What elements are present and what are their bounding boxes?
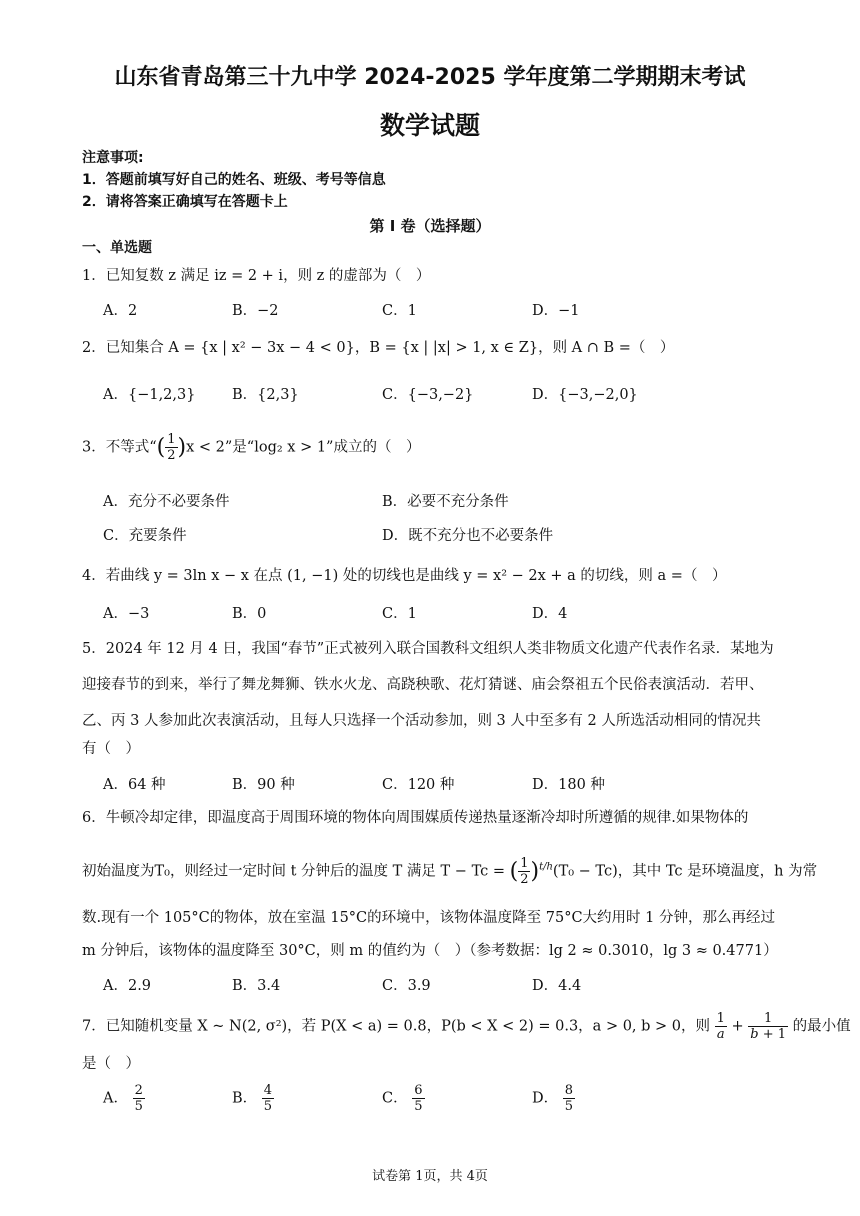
stem-text: x < 2”是“log₂ x > 1”成立的（ ）: [186, 439, 421, 456]
option-a: A．{−1,2,3}: [103, 387, 196, 403]
option-b: B．必要不充分条件: [382, 494, 509, 510]
option-b: B．3.4: [232, 978, 281, 994]
denominator: 5: [263, 1099, 273, 1114]
fraction: $\frac{1}{b + 1}$: [750, 1011, 787, 1042]
denominator: 5: [414, 1099, 423, 1114]
numerator: 8: [564, 1083, 574, 1098]
question-stem: 3．不等式“( $\frac{1}{2}$ )x < 2”是“log₂ x > 1”成立的（ ）: [82, 432, 421, 463]
option-c: C．3.9: [382, 978, 431, 994]
exponent: t/h: [539, 861, 553, 873]
option-label: D．: [532, 1090, 559, 1107]
question-stem: 2．已知集合 A = {x | x² − 3x − 4 < 0}，B = {x | |x| > 1, x ∈ Z}，则 A ∩ B =（ ）: [82, 340, 675, 356]
option-c: C．1: [382, 606, 417, 622]
option-b: B．{2,3}: [232, 387, 299, 403]
question-line: 是（ ）: [82, 1056, 140, 1072]
option-c: C．充要条件: [103, 528, 187, 544]
stem-text: 3．不等式“: [82, 439, 157, 456]
option-c: C．120 种: [382, 777, 455, 793]
option-b: B．0: [232, 606, 267, 622]
fraction: [412, 1083, 424, 1114]
part-title: 第 I 卷（选择题）: [369, 217, 491, 235]
numerator: 2: [134, 1083, 143, 1098]
option-a: [103, 1083, 145, 1114]
notes-heading: 注意事项:: [82, 150, 144, 166]
question-line: 5．2024 年 12 月 4 日，我国“春节”正式被列入联合国教科文组织人类非物质文化遗产代表作名录．某地为: [82, 641, 774, 657]
numerator: 6: [414, 1083, 423, 1098]
numerator: 1: [167, 432, 176, 447]
section-heading: 一、单选题: [82, 240, 152, 256]
option-d: D．{−3,−2,0}: [532, 387, 638, 403]
stem-text: 初始温度为T₀，则经过一定时间 t 分钟后的温度 T 满足 T − Tc =: [82, 863, 510, 880]
option-b: B．90 种: [232, 777, 295, 793]
fraction: [165, 432, 177, 463]
question-stem: 4．若曲线 y = 3ln x − x 在点 (1, −1) 处的切线也是曲线 y = x² − 2x + a 的切线，则 a =（ ）: [82, 568, 727, 584]
question-stem: 1．已知复数 z 满足 iz = 2 + i，则 z 的虚部为（ ）: [82, 268, 431, 284]
option-d: D．−1: [532, 303, 580, 319]
option-label: A．: [103, 1090, 128, 1107]
denominator: 2: [167, 448, 176, 463]
option-b: B．−2: [232, 303, 279, 319]
option-c: C．{−3,−2}: [382, 387, 474, 403]
exam-title: 山东省青岛第三十九中学 2024-2025 学年度第二学期期末考试: [114, 65, 746, 90]
numerator: 4: [263, 1083, 273, 1098]
fraction: [563, 1083, 575, 1114]
fraction: $\frac{1}{a}$: [716, 1011, 725, 1042]
option-d: [532, 1083, 575, 1114]
question-line: 有（ ）: [82, 741, 140, 757]
stem-text: 7．已知随机变量 X ~ N(2, σ²)，若 P(X < a) = 0.8，P(b < X < 2) = 0.3，a > 0, b > 0，则: [82, 1018, 711, 1035]
option-d: D．4: [532, 606, 568, 622]
question-line: 数.现有一个 105°C的物体，放在室温 15°C的环境中，该物体温度降至 75°C大约用时 1 分钟，那么再经过: [82, 910, 775, 926]
option-c: [382, 1083, 425, 1114]
question-line: 乙、丙 3 人参加此次表演活动，且每人只选择一个活动参加，则 3 人中至多有 2 人所选活动相同的情况共: [82, 713, 761, 729]
option-a: A．2.9: [103, 978, 152, 994]
notes-item-1: 1．答题前填写好自己的姓名、班级、考号等信息: [82, 172, 386, 188]
question-line: 迎接春节的到来，举行了舞龙舞狮、铁水火龙、高跷秧歌、花灯猜谜、庙会祭祖五个民俗表演活动．若甲、: [82, 677, 764, 693]
option-label: B．: [232, 1090, 258, 1107]
question-line: 6．牛顿冷却定律，即温度高于周围环境的物体向周围媒质传递热量逐渐冷却时所遵循的规律.如果物体的: [82, 810, 749, 826]
option-b: [232, 1083, 274, 1114]
option-label: C．: [382, 1090, 408, 1107]
fraction: $\frac{1}{2}$: [520, 856, 529, 887]
option-a: A．2: [103, 303, 138, 319]
question-line: 初始温度为T₀，则经过一定时间 t 分钟后的温度 T 满足 T − Tc = ( $\frac{1}{2}$ )$^{t/h}$(T₀ − Tc)，其中 Tc 是环境温度，h 为常: [82, 856, 818, 887]
denominator: 5: [134, 1099, 143, 1114]
option-a: A．充分不必要条件: [103, 494, 230, 510]
denominator: 5: [564, 1099, 574, 1114]
option-a: A．−3: [103, 606, 150, 622]
option-d: D．180 种: [532, 777, 605, 793]
stem-text: (T₀ − Tc)，其中 Tc 是环境温度，h 为常: [552, 863, 818, 880]
option-d: D．4.4: [532, 978, 582, 994]
option-a: A．64 种: [103, 777, 166, 793]
option-c: C．1: [382, 303, 417, 319]
page-footer: 试卷第 1页，共 4页: [372, 1169, 488, 1184]
question-line: 7．已知随机变量 X ~ N(2, σ²)，若 P(X < a) = 0.8，P(b < X < 2) = 0.3，a > 0, b > 0，则 $\frac{1}{a}$ + $\frac{1}{b + 1}$ 的最小值: [82, 1011, 851, 1042]
fraction: [262, 1083, 274, 1114]
option-d: D．既不充分也不必要条件: [382, 528, 554, 544]
fraction: [133, 1083, 145, 1114]
notes-item-2: 2．请将答案正确填写在答题卡上: [82, 194, 288, 210]
stem-text: 的最小值: [792, 1018, 851, 1035]
question-line: m 分钟后，该物体的温度降至 30°C，则 m 的值约为（ ）（参考数据：lg 2 ≈ 0.3010，lg 3 ≈ 0.4771）: [82, 943, 778, 959]
exam-subtitle: 数学试题: [379, 111, 480, 140]
